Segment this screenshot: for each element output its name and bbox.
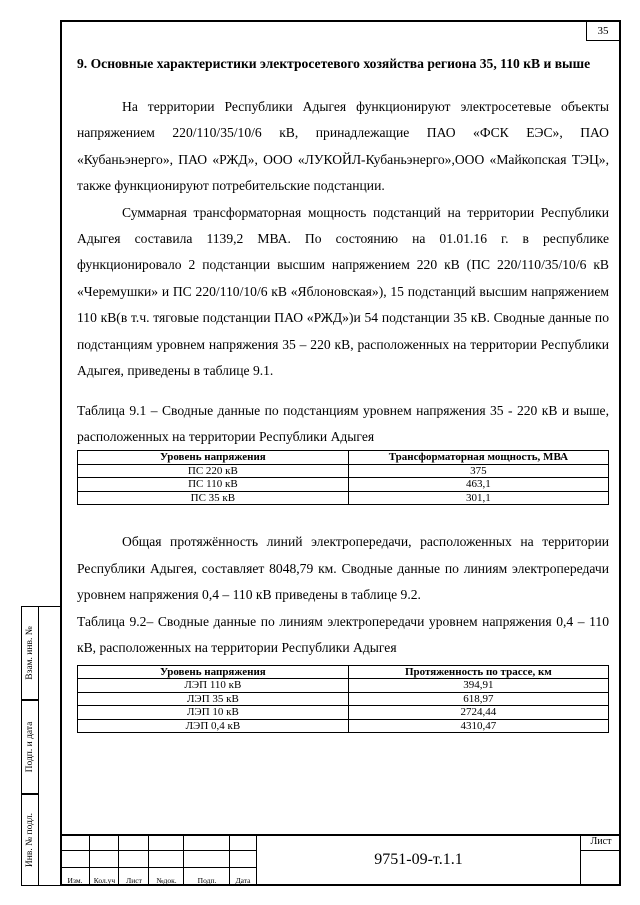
table-caption: Таблица 9.2– Сводные данные по линиям электропередачи уровнем напряжения 0,4 – 110 кВ, расположенных на территории Республики Адыгея <box>77 613 609 655</box>
paragraph: Суммарная трансформаторная мощность подстанций на территории Республики Адыгея составила 1139,2 МВА. По состоянию на 01.01.16 г. в республике функционировало 2 подстанции высшим напряжением 220 кВ (ПС 220/110/35/10/6 кВ «Черемушки» и ПС 220/110/10/6 кВ «Яблоновская»), 15 подстанций высшим напряжением 110 кВ(в т.ч. тяговые подстанции ПАО «РЖД»)и 54 подстанции 35 кВ. Сводные данные по подстанциям уровнем напряжения 35 – 220 кВ, расположенных на территории Республики Адыгея, приведены в таблице 9.1. <box>77 204 609 379</box>
document-body <box>77 50 609 733</box>
table-caption: Таблица 9.1 – Сводные данные по подстанциям уровнем напряжения 35 - 220 кВ и выше, расположенных на территории Республики Адыгея <box>77 403 609 445</box>
table-cell: ЛЭП 10 кВ <box>78 706 349 720</box>
table-header-row <box>78 451 609 465</box>
substation-table <box>77 450 609 505</box>
column-header: Уровень напряжения <box>78 665 349 679</box>
table-cell: 301,1 <box>348 491 608 505</box>
table-row <box>78 719 609 733</box>
table-header-row <box>78 665 609 679</box>
document-number: 9751-09-т.1.1 <box>374 851 463 868</box>
table-row <box>78 706 609 720</box>
side-label-original-inventory: Инв. № подл. <box>21 794 39 886</box>
table-cell: 375 <box>348 464 608 478</box>
column-label-sheet: Лист <box>126 876 142 885</box>
title-block <box>60 834 621 886</box>
column-header: Протяженность по трассе, км <box>348 665 608 679</box>
section-heading: 9. Основные характеристики электросетевого хозяйства региона 35, 110 кВ и выше <box>77 56 591 71</box>
table-cell: ЛЭП 0,4 кВ <box>78 719 349 733</box>
table-row <box>78 491 609 505</box>
table-cell: 463,1 <box>348 478 608 492</box>
side-label-signature-date: Подп. и дата <box>21 700 39 794</box>
revision-grid <box>60 834 257 886</box>
table-cell: 2724,44 <box>348 706 608 720</box>
table-row <box>78 478 609 492</box>
sheet-label: Лист <box>581 834 621 851</box>
column-label-signature: Подп. <box>197 876 217 885</box>
column-label-doc: №док. <box>156 876 177 885</box>
page-number: 35 <box>586 22 619 41</box>
column-label-change: Изм. <box>67 876 83 885</box>
side-label-replace-inventory: Взам. инв. № <box>21 606 39 700</box>
table-row <box>78 464 609 478</box>
table-cell: ПС 220 кВ <box>78 464 349 478</box>
side-stamp-column <box>39 606 60 886</box>
power-line-table <box>77 665 609 734</box>
paragraph: На территории Республики Адыгея функционируют электросетевые объекты напряжением 220/110/35/10/6 кВ, принадлежащие ПАО «ФСК ЕЭС», ПАО «Кубаньэнерго», ПАО «РЖД», ООО «ЛУКОЙЛ-Кубаньэнерго»,ООО «Майкопская ТЭЦ», также функционируют потребительские подстанции. <box>77 99 609 194</box>
table-cell: ПС 110 кВ <box>78 478 349 492</box>
table-row <box>78 692 609 706</box>
table-row <box>78 679 609 693</box>
table-cell: ЛЭП 110 кВ <box>78 679 349 693</box>
sheet-box <box>580 834 621 886</box>
paragraph: Общая протяжённость линий электропередачи, расположенных на территории Республики Адыгея, составляет 8048,79 км. Сводные данные по линиям электропередачи уровнем напряжения 0,4 – 110 кВ приведены в таблице 9.2. <box>77 534 609 603</box>
column-label-date: Дата <box>235 876 251 885</box>
column-header: Уровень напряжения <box>78 451 349 465</box>
table-cell: 394,91 <box>348 679 608 693</box>
table-cell: 618,97 <box>348 692 608 706</box>
column-label-quantity: Кол.уч <box>93 876 116 885</box>
table-cell: ЛЭП 35 кВ <box>78 692 349 706</box>
column-header: Трансформаторная мощность, МВА <box>348 451 608 465</box>
table-cell: 4310,47 <box>348 719 608 733</box>
table-cell: ПС 35 кВ <box>78 491 349 505</box>
